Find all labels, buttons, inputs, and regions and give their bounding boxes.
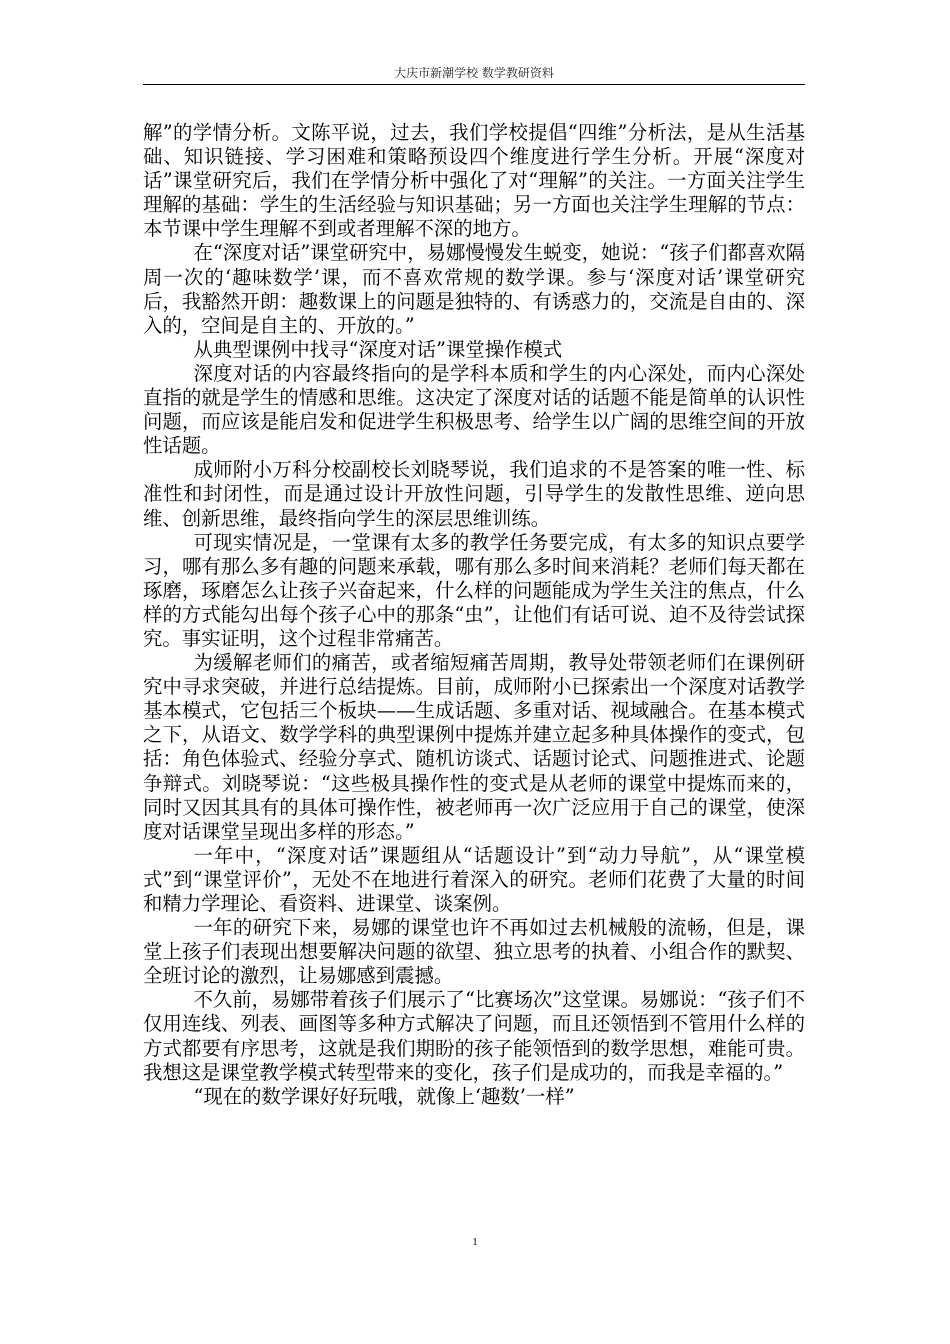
paragraph: 一年中，“深度对话”课题组从“话题设计”到“动力导航”，从“课堂模式”到“课堂评价”，无处不在地进行着深入的研究。老师们花费了大量的时间和精力学理论、看资料、进课堂、谈案例。 bbox=[143, 843, 805, 915]
paragraph: “现在的数学课好好玩哦，就像上‘趣数’一样” bbox=[193, 1084, 575, 1108]
paragraph: 一年的研究下来，易娜的课堂也许不再如过去机械般的流畅，但是，课堂上孩子们表现出想要解决问题的欲望、独立思考的执着、小组合作的默契、全班讨论的激烈，让易娜感到震撼。 bbox=[143, 916, 805, 988]
page-header: 大庆市新潮学校 数学教研资料 bbox=[394, 66, 554, 80]
page-number: 1 bbox=[472, 1236, 478, 1248]
paragraph: 成师附小万科分校副校长刘晓琴说，我们追求的不是答案的唯一性、标准性和封闭性，而是通过设计开放性问题，引导学生的发散性思维、逆向思维、创新思维，最终指向学生的深层思维训练。 bbox=[143, 458, 805, 530]
paragraph: 可现实情况是，一堂课有太多的教学任务要完成，有太多的知识点要学习，哪有那么多有趣的问题来承载，哪有那么多时间来消耗？老师们每天都在琢磨，琢磨怎么让孩子兴奋起来，什么样的问题能成为学生关注的焦点，什么样的方式能勾出每个孩子心中的那条“虫”，让他们有话可说、迫不及待尝试探究。事实证明，这个过程非常痛苦。 bbox=[143, 530, 805, 650]
section-heading: 从典型课例中找寻“深度对话”课堂操作模式 bbox=[193, 337, 563, 361]
paragraph: 深度对话的内容最终指向的是学科本质和学生的内心深处，而内心深处直指的就是学生的情感和思维。这决定了深度对话的话题不能是简单的认识性问题，而应该是能启发和促进学生积极思考、给学生以广阔的思维空间的开放性话题。 bbox=[143, 361, 805, 458]
paragraph: 为缓解老师们的痛苦，或者缩短痛苦周期，教导处带领老师们在课例研究中寻求突破，并进行总结提炼。目前，成师附小已探索出一个深度对话教学基本模式，它包括三个板块——生成话题、多重对话、视域融合。在基本模式之下，从语文、数学学科的典型课例中提炼并建立起多种具体操作的变式，包括：角色体验式、经验分享式、随机访谈式、话题讨论式、问题推进式、论题争辩式。刘晓琴说：“这些极具操作性的变式是从老师的课堂中提炼而来的，同时又因其具有的具体可操作性，被老师再一次广泛应用于自己的课堂，使深度对话课堂呈现出多样的形态。” bbox=[143, 651, 805, 843]
document-body bbox=[143, 121, 805, 1109]
paragraph: 不久前，易娜带着孩子们展示了“比赛场次”这堂课。易娜说：“孩子们不仅用连线、列表、画图等多种方式解决了问题，而且还领悟到不管用什么样的方式都要有序思考，这就是我们期盼的孩子能领悟到的数学思想，难能可贵。我想这是课堂教学模式转型带来的变化，孩子们是成功的，而我是幸福的。” bbox=[143, 988, 805, 1084]
header-rule bbox=[143, 84, 805, 85]
paragraph: 在“深度对话”课堂研究中，易娜慢慢发生蜕变，她说：“孩子们都喜欢隔周一次的‘趣味数学’课，而不喜欢常规的数学课。参与‘深度对话’课堂研究后，我豁然开朗：趣数课上的问题是独特的、有诱惑力的，交流是自由的、深入的，空间是自主的、开放的。” bbox=[143, 241, 805, 337]
paragraph: 解”的学情分析。文陈平说，过去，我们学校提倡“四维”分析法，是从生活基础、知识链接、学习困难和策略预设四个维度进行学生分析。开展“深度对话”课堂研究后，我们在学情分析中强化了对“理解”的关注。一方面关注学生理解的基础：学生的生活经验与知识基础；另一方面也关注学生理解的节点：本节课中学生理解不到或者理解不深的地方。 bbox=[143, 121, 805, 241]
